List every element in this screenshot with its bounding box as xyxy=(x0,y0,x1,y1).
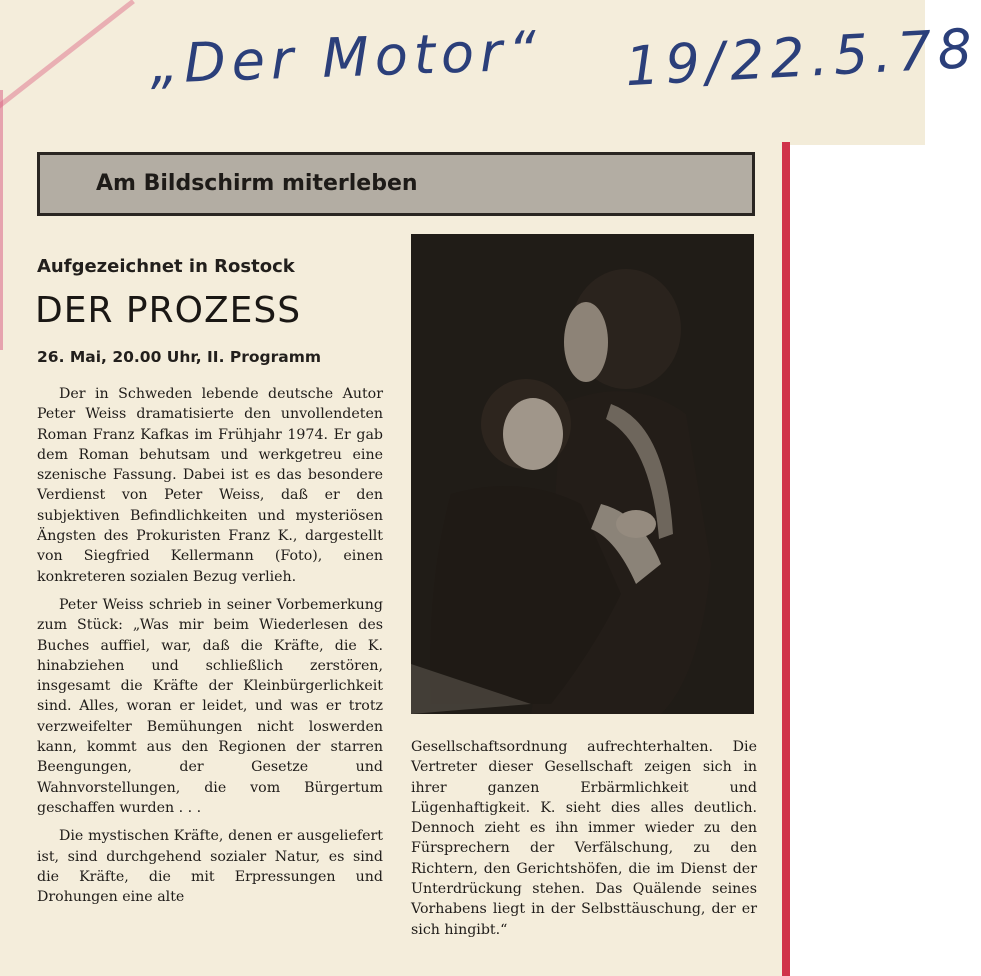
article-kicker: Aufgezeichnet in Rostock xyxy=(37,256,295,277)
article-paragraph: Gesellschaftsordnung aufrechterhalten. Die Vertreter dieser Gesellschaft zeigen sich in ihrer ganzen Erbärmlichkeit und Lügenhaftigkeit. K. sieht dies alles deutlich. Dennoch zieht es ihn immer wieder zu den Fürsprechern der Verfälschung, zu den Richtern, den Gerichtshöfen, die im Dienst der Unterdrückung stehen. Das Quälende seines Vorhabens liegt in der Selbsttäuschung, der er sich hingibt.“ xyxy=(411,739,757,938)
article-paragraph: Der in Schweden lebende deutsche Autor Peter Weiss dramatisierte den unvollendeten Roman Franz Kafkas im Frühjahr 1974. Er gab dem Roman behutsam und werkgetreu eine szenische Fassung. Dabei ist es das besondere Verdienst von Peter Weiss, daß er den subjektiven Befindlichkeiten und mysteriösen Ängsten des Prokuristen Franz K., dargestellt von Siegfried Kellermann (Foto), einen konkreteren sozialen Bezug verlieh. xyxy=(37,386,383,585)
photo-actors-embrace xyxy=(411,234,754,714)
article-dateline: 26. Mai, 20.00 Uhr, II. Programm xyxy=(37,348,322,366)
section-header-box xyxy=(37,152,755,216)
red-edge-left xyxy=(0,90,3,350)
article-headline: DER PROZESS xyxy=(35,290,302,331)
handwritten-publication: „Der Motor“ xyxy=(149,19,544,96)
section-label: Am Bildschirm miterleben xyxy=(96,171,418,196)
handwritten-issue-date: 19/22.5.78 xyxy=(623,16,980,99)
handwritten-source-note xyxy=(149,10,980,105)
article-photo xyxy=(411,234,754,714)
article-column-right xyxy=(411,737,757,948)
article-paragraph: Peter Weiss schrieb in seiner Vorbemerkung zum Stück: „Was mir beim Wiederlesen des Buches auffiel, war, daß die Kräfte, die K. hinabziehen und schließlich zerstören, insgesamt die Kräfte der Kleinbürgerlichkeit sind. Alles, woran er leidet, und was er trotz verzweifelter Bemühungen nicht loswerden kann, kommt aus den Regionen der starren Beengungen, der Gesetze und Wahnvorstellungen, die vom Bürgertum geschaffen wurden . . . xyxy=(37,596,383,816)
article-paragraph: Die mystischen Kräfte, denen er ausgeliefert ist, sind durchgehend sozialer Natur, es sind die Kräfte, die mit Erpressungen und Drohungen eine alte xyxy=(37,828,383,906)
red-edge-strip xyxy=(782,142,790,976)
article-column-left xyxy=(37,384,383,915)
